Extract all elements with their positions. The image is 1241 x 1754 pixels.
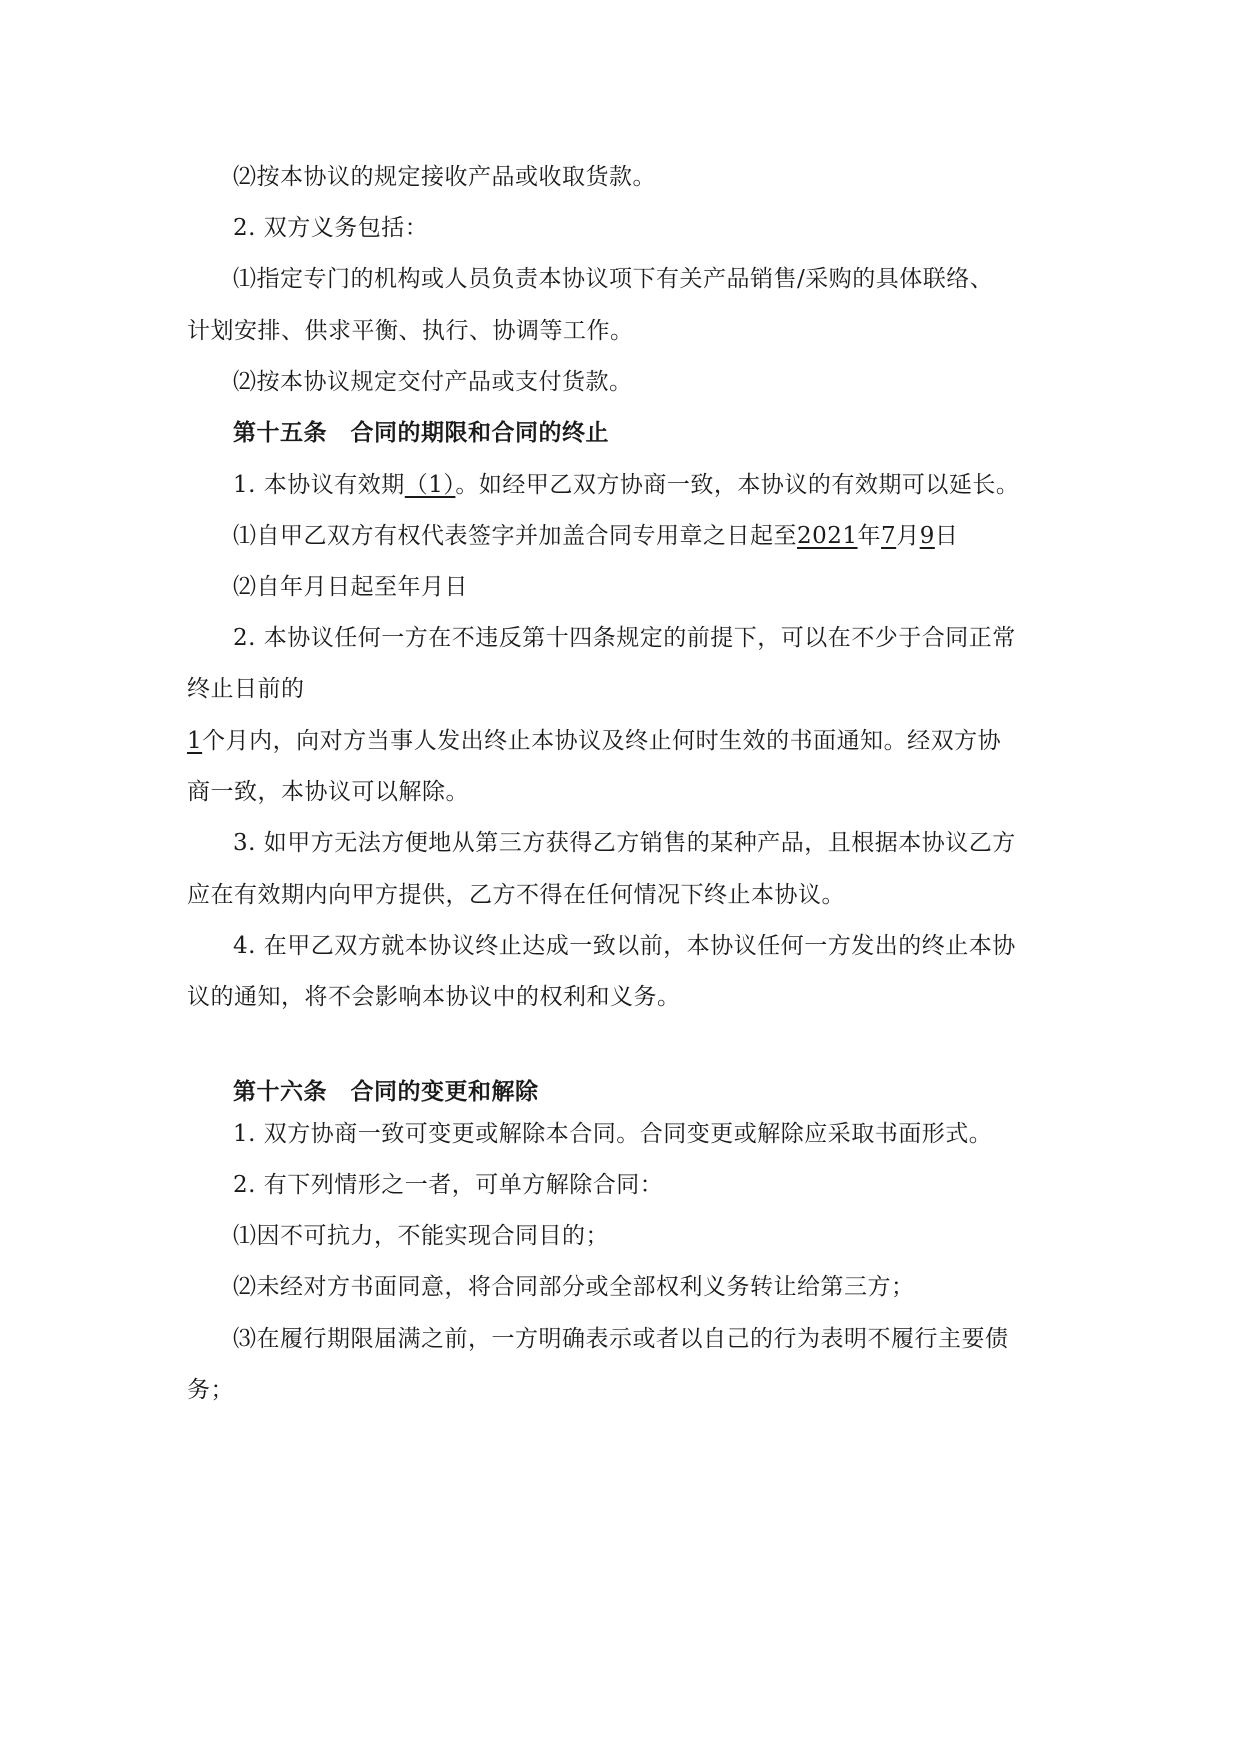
paragraph-line: 应在有效期内向甲方提供，乙方不得在任何情况下终止本协议。	[187, 882, 845, 908]
months-field: 1	[187, 728, 203, 754]
term-field: （1）	[404, 472, 456, 498]
paragraph-line: 2. 双方义务包括：	[233, 215, 429, 241]
paragraph-line: ⑵自年月日起至年月日	[233, 574, 468, 600]
paragraph-line: ⑵按本协议规定交付产品或支付货款。	[233, 369, 633, 395]
paragraph-line: 计划安排、供求平衡、执行、协调等工作。	[187, 318, 634, 344]
paragraph-line: 商一致，本协议可以解除。	[187, 779, 469, 805]
paragraph-line: ⑵未经对方书面同意，将合同部分或全部权利义务转让给第三方；	[233, 1274, 915, 1300]
paragraph-line: 终止日前的	[187, 676, 305, 702]
section-heading: 第十五条 合同的期限和合同的终止	[233, 419, 609, 446]
paragraph-line: 1. 本协议有效期（1）。如经甲乙双方协商一致，本协议的有效期可以延长。	[233, 472, 1020, 498]
paragraph-line: 2. 本协议任何一方在不违反第十四条规定的前提下，可以在不少于合同正常	[233, 625, 1016, 651]
paragraph-line: 议的通知，将不会影响本协议中的权利和义务。	[187, 984, 681, 1010]
paragraph-line: ⑶在履行期限届满之前，一方明确表示或者以自己的行为表明不履行主要债	[233, 1326, 1009, 1352]
paragraph-line: 1. 双方协商一致可变更或解除本合同。合同变更或解除应采取书面形式。	[233, 1121, 993, 1147]
paragraph-line: ⑵按本协议的规定接收产品或收取货款。	[233, 164, 656, 190]
paragraph-line: 1个月内，向对方当事人发出终止本协议及终止何时生效的书面通知。经双方协	[187, 728, 1002, 754]
paragraph-line: 3. 如甲方无法方便地从第三方获得乙方销售的某种产品，且根据本协议乙方	[233, 830, 1016, 856]
paragraph-line: 务；	[187, 1377, 234, 1403]
month-field: 7	[881, 523, 897, 549]
section-heading: 第十六条 合同的变更和解除	[233, 1078, 539, 1105]
paragraph-line: 4. 在甲乙双方就本协议终止达成一致以前，本协议任何一方发出的终止本协	[233, 933, 1016, 959]
paragraph-line: ⑴自甲乙双方有权代表签字并加盖合同专用章之日起至2021年7月9日	[233, 523, 959, 549]
paragraph-line: ⑴因不可抗力，不能实现合同目的；	[233, 1223, 609, 1249]
day-field: 9	[919, 523, 935, 549]
year-field: 2021	[797, 523, 858, 549]
paragraph-line: 2. 有下列情形之一者，可单方解除合同：	[233, 1172, 664, 1198]
paragraph-line: ⑴指定专门的机构或人员负责本协议项下有关产品销售/采购的具体联络、	[233, 266, 994, 292]
